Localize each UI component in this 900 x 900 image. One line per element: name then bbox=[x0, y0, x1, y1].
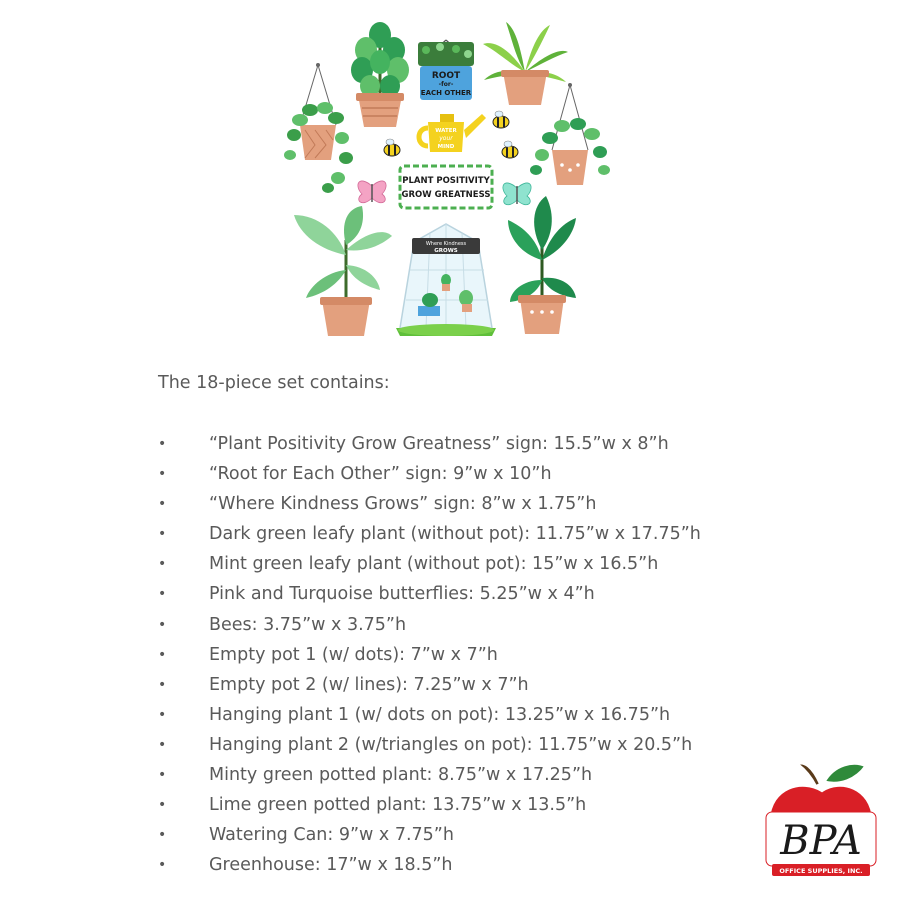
hanging-plant-left bbox=[284, 63, 353, 193]
minty-green-potted-plant bbox=[351, 22, 409, 127]
list-item-text: “Plant Positivity Grow Greatness” sign: 15.5”w x 8”h bbox=[209, 434, 669, 454]
can-line-2: your bbox=[439, 135, 453, 142]
list-item bbox=[158, 850, 798, 880]
list-item bbox=[158, 549, 798, 579]
bullet-icon: • bbox=[158, 436, 167, 452]
logo-subtitle: OFFICE SUPPLIES, INC. bbox=[779, 867, 863, 875]
set-intro: The 18-piece set contains: bbox=[158, 373, 390, 393]
list-item-text: Pink and Turquoise butterflies: 5.25”w x 4”h bbox=[209, 584, 595, 605]
list-item bbox=[158, 519, 798, 549]
product-illustration bbox=[270, 10, 630, 345]
bullet-icon: • bbox=[158, 496, 167, 513]
bullet-icon: • bbox=[158, 556, 167, 573]
positivity-sign-line-2: GROW GREATNESS bbox=[401, 190, 491, 200]
list-item bbox=[158, 730, 798, 760]
bullet-icon: • bbox=[158, 646, 167, 663]
bee-icon bbox=[384, 139, 400, 156]
list-item-text: Hanging plant 2 (w/triangles on pot): 11.75”w x 20.5”h bbox=[209, 734, 693, 755]
bullet-icon: • bbox=[158, 857, 167, 874]
bullet-icon: • bbox=[158, 616, 167, 633]
list-item-text: Greenhouse: 17”w x 18.5”h bbox=[209, 855, 453, 876]
bullet-icon: • bbox=[158, 676, 167, 693]
list-item-text: “Where Kindness Grows” sign: 8”w x 1.75”h bbox=[209, 494, 597, 515]
bullet-icon: • bbox=[158, 586, 167, 603]
lime-green-potted-plant bbox=[483, 22, 568, 105]
product-description bbox=[158, 370, 778, 876]
can-line-3: MIND bbox=[437, 144, 455, 150]
list-item-text: Hanging plant 1 (w/ dots on pot): 13.25”w x 16.75”h bbox=[209, 704, 671, 725]
list-item bbox=[158, 459, 798, 489]
piece-list bbox=[158, 429, 798, 880]
list-item-text: Empty pot 2 (w/ lines): 7.25”w x 7”h bbox=[209, 674, 529, 695]
list-item-text: Dark green leafy plant (without pot): 11.75”w x 17.75”h bbox=[209, 524, 701, 545]
bpa-logo bbox=[762, 760, 880, 885]
watering-can bbox=[419, 114, 486, 152]
greenhouse bbox=[396, 224, 496, 336]
list-item bbox=[158, 640, 798, 670]
root-sign-line-3: EACH OTHER bbox=[420, 89, 472, 97]
list-item bbox=[158, 820, 798, 850]
list-item bbox=[158, 790, 798, 820]
turquoise-butterfly-icon bbox=[503, 183, 531, 205]
bullet-icon: • bbox=[158, 466, 167, 483]
list-item bbox=[158, 700, 798, 730]
bullet-icon: • bbox=[158, 526, 167, 543]
list-item-text: Empty pot 1 (w/ dots): 7”w x 7”h bbox=[209, 644, 498, 665]
mint-green-leafy-plant bbox=[294, 206, 392, 336]
logo-name: BPA bbox=[780, 818, 862, 864]
list-item bbox=[158, 610, 798, 640]
dark-green-leafy-plant bbox=[508, 196, 576, 334]
root-for-each-other-sign bbox=[418, 40, 474, 100]
bullet-icon: • bbox=[158, 706, 167, 723]
list-item bbox=[158, 670, 798, 700]
greenhouse-sign-line-1: Where Kindness bbox=[425, 241, 467, 247]
root-sign-line-1: ROOT bbox=[431, 71, 461, 81]
bullet-icon: • bbox=[158, 797, 167, 814]
can-line-1: WATER bbox=[435, 128, 457, 134]
bullet-icon: • bbox=[158, 736, 167, 753]
root-sign-line-2: -for- bbox=[438, 81, 454, 88]
list-item bbox=[158, 429, 798, 459]
bee-icon bbox=[502, 141, 518, 158]
bullet-icon: • bbox=[158, 767, 167, 784]
pink-butterfly-icon bbox=[358, 181, 386, 203]
greenhouse-sign-line-2: GROWS bbox=[434, 248, 458, 254]
list-item bbox=[158, 760, 798, 790]
list-item bbox=[158, 489, 798, 519]
positivity-sign-line-1: PLANT POSITIVITY bbox=[402, 176, 490, 186]
list-item-text: Mint green leafy plant (without pot): 15”w x 16.5”h bbox=[209, 554, 659, 575]
plant-positivity-sign bbox=[400, 166, 492, 208]
list-item-text: Watering Can: 9”w x 7.75”h bbox=[209, 825, 454, 846]
bullet-icon: • bbox=[158, 827, 167, 844]
bee-icon bbox=[493, 111, 509, 128]
list-item-text: Minty green potted plant: 8.75”w x 17.25”h bbox=[209, 765, 593, 786]
list-item bbox=[158, 579, 798, 609]
list-item-text: Lime green potted plant: 13.75”w x 13.5”h bbox=[209, 795, 587, 816]
list-item-text: Bees: 3.75”w x 3.75”h bbox=[209, 614, 407, 635]
list-item-text: “Root for Each Other” sign: 9”w x 10”h bbox=[209, 464, 552, 485]
